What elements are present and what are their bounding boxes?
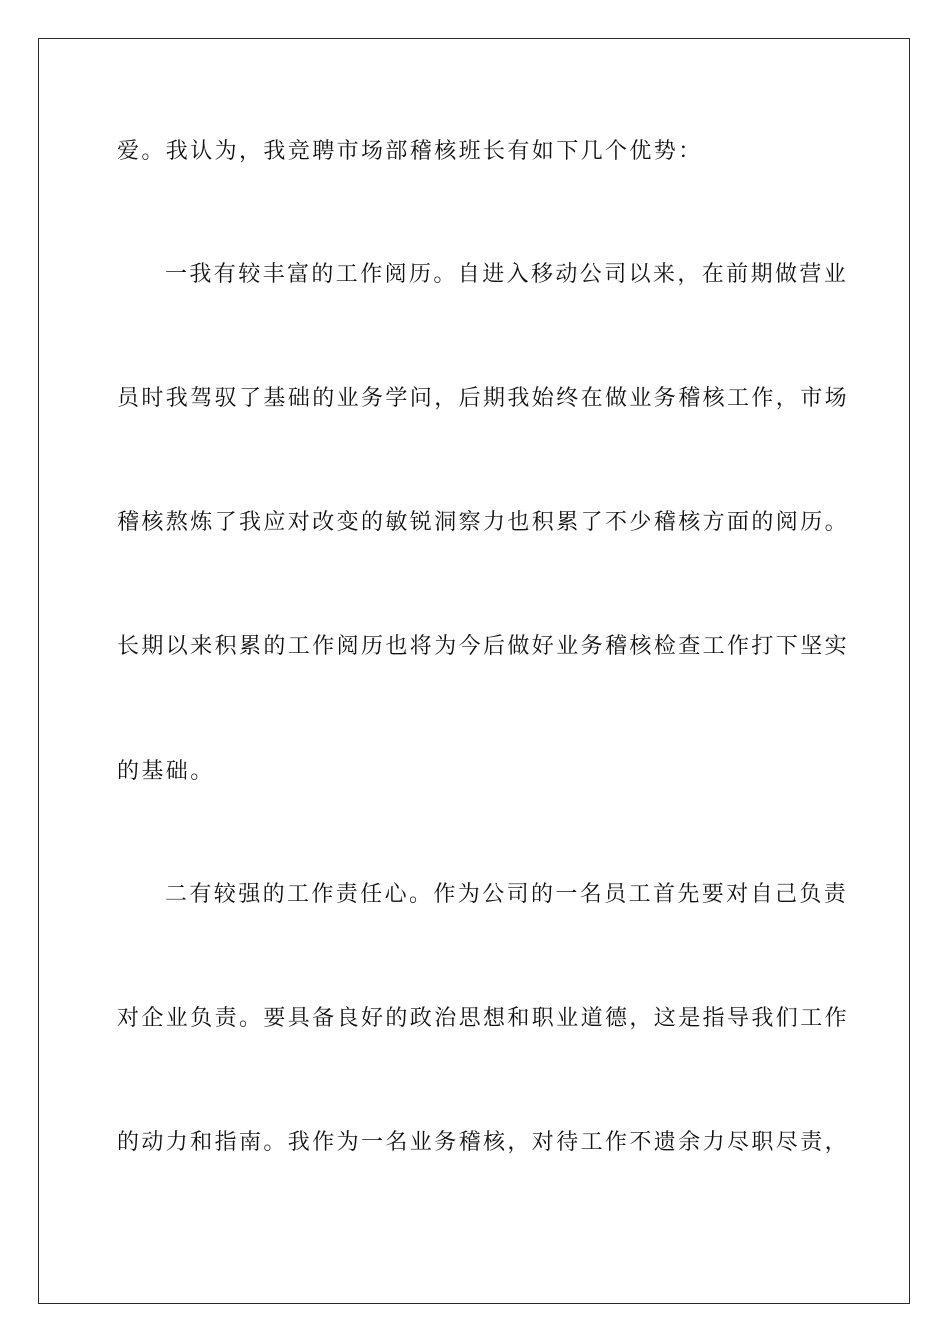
paragraph-1-line-3: 稽核熬炼了我应对改变的敏锐洞察力也积累了不少稽核方面的阅历。 <box>117 510 850 535</box>
paragraph-2-line-1: 二有较强的工作责任心。作为公司的一名员工首先要对自己负责 <box>165 882 849 907</box>
paragraph-2-line-3: 的动力和指南。我作为一名业务稽核，对待工作不遗余力尽职尽责， <box>117 1130 850 1155</box>
page-border <box>38 38 910 1304</box>
paragraph-1-line-2: 员时我驾驭了基础的业务学问，后期我始终在做业务稽核工作，市场 <box>117 386 850 411</box>
paragraph-1-line-5: 的基础。 <box>117 759 215 784</box>
paragraph-2-line-2: 对企业负责。要具备良好的政治思想和职业道德，这是指导我们工作 <box>117 1006 850 1031</box>
paragraph-1-line-4: 长期以来积累的工作阅历也将为今后做好业务稽核检查工作打下坚实 <box>117 634 850 659</box>
paragraph-1-line-1: 一我有较丰富的工作阅历。自进入移动公司以来，在前期做营业 <box>165 262 849 287</box>
text-line-1: 爱。我认为，我竞聘市场部稽核班长有如下几个优势： <box>117 139 703 164</box>
